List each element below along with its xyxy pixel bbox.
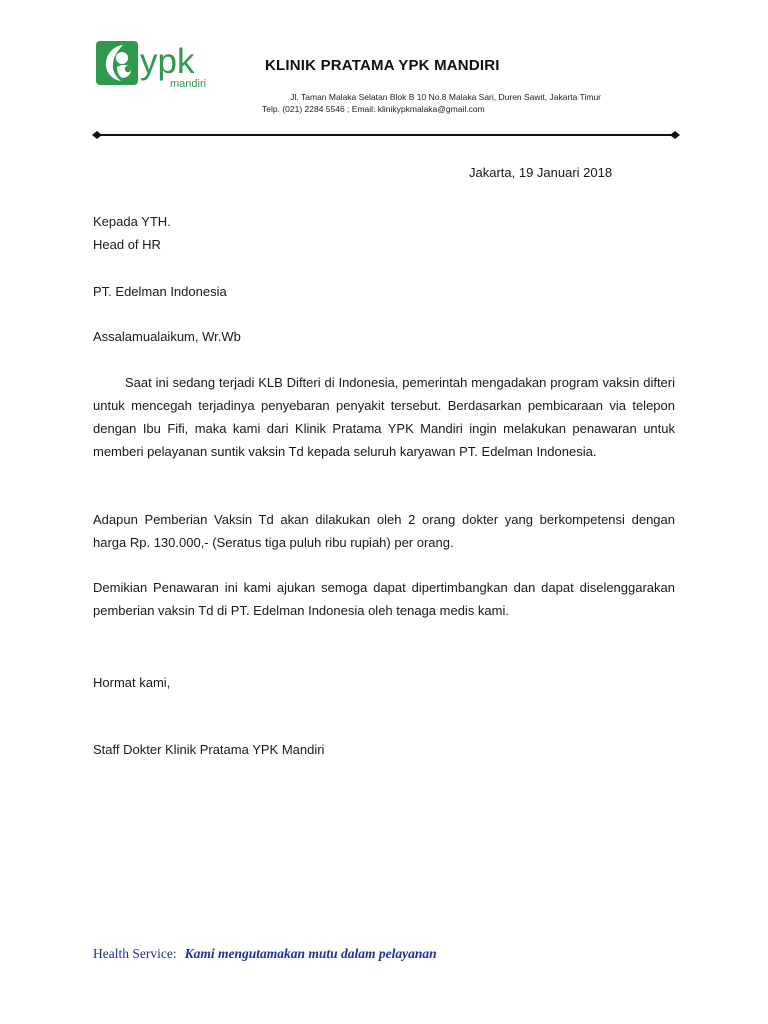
recipient-salutation: Kepada YTH. bbox=[93, 214, 171, 229]
recipient-company: PT. Edelman Indonesia bbox=[93, 284, 227, 299]
diamond-left-icon bbox=[92, 131, 102, 139]
body-paragraph-closing: Demikian Penawaran ini kami ajukan semoga dapat dipertimbangkan dan dapat diselenggarakan pemberian vaksin Td di PT. Edelman Indonesia oleh tenaga medis kami. bbox=[93, 580, 675, 618]
signer: Staff Dokter Klinik Pratama YPK Mandiri bbox=[93, 742, 325, 757]
clinic-contact: Telp. (021) 2284 5546 ; Email: klinikypkmalaka@gmail.com bbox=[262, 104, 485, 114]
logo-text: ypk bbox=[140, 42, 195, 81]
letterhead-divider bbox=[92, 129, 680, 141]
logo-subtext: mandiri bbox=[170, 78, 207, 90]
body-paragraph-intro: Saat ini sedang terjadi KLB Difteri di Indonesia, pemerintah mengadakan program vaksin difteri untuk mencegah terjadinya penyebaran penyakit tersebut. Berdasarkan pembicaraan via telepon dengan Ibu Fifi, maka kami dari Klinik Pratama YPK Mandiri ingin melakukan penawaran untuk memberi pelayanan suntik vaksin Td kepada seluruh karyawan PT. Edelman Indonesia. bbox=[93, 375, 675, 459]
closing-phrase: Hormat kami, bbox=[93, 675, 171, 690]
clinic-address: Jl. Taman Malaka Selatan Blok B 10 No.8 Malaka Sari, Duren Sawit, Jakarta Timur bbox=[290, 92, 601, 102]
footer-label: Health Service: bbox=[93, 946, 177, 961]
clinic-name: KLINIK PRATAMA YPK MANDIRI bbox=[265, 57, 500, 74]
body-paragraph-price: Adapun Pemberian Vaksin Td akan dilakukan oleh 2 orang dokter yang berkompetensi dengan harga Rp. 130.000,- (Seratus tiga puluh ribu rupiah) per orang. bbox=[93, 512, 675, 550]
recipient-title: Head of HR bbox=[93, 237, 161, 252]
diamond-right-icon bbox=[670, 131, 680, 139]
greeting: Assalamualaikum, Wr.Wb bbox=[93, 329, 241, 344]
letter-date: Jakarta, 19 Januari 2018 bbox=[469, 165, 613, 180]
footer-motto: Kami mengutamakan mutu dalam pelayanan bbox=[184, 946, 437, 961]
clinic-logo bbox=[95, 36, 215, 92]
mother-child-icon bbox=[96, 41, 138, 85]
footer bbox=[93, 946, 437, 962]
